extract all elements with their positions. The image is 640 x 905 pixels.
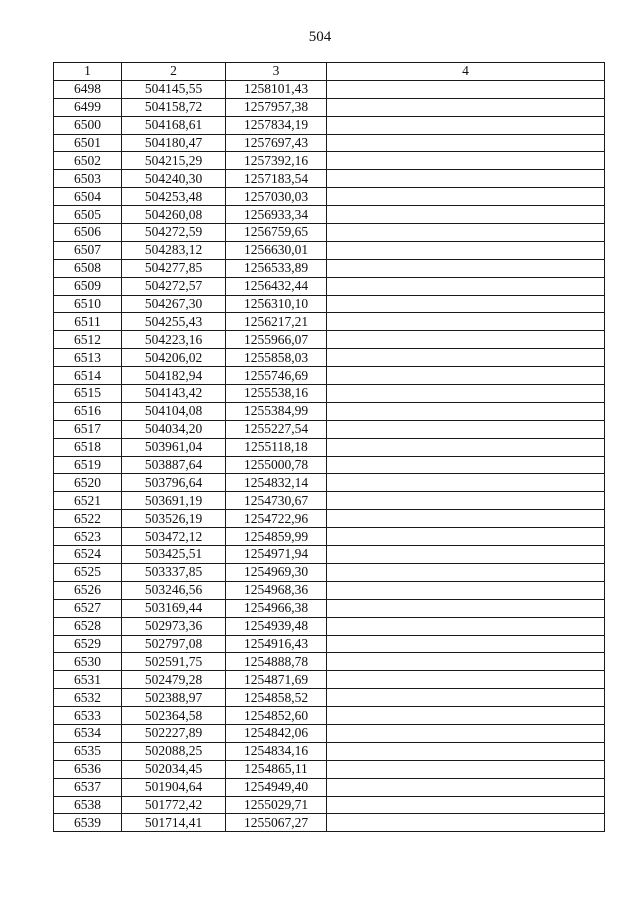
table-row — [54, 778, 605, 796]
y-coordinate-cell: 1256432,44 — [226, 277, 327, 295]
note-cell — [327, 760, 605, 778]
x-coordinate-cell: 504180,47 — [122, 134, 226, 152]
x-coordinate-cell: 502479,28 — [122, 671, 226, 689]
point-number-cell: 6537 — [54, 778, 122, 796]
point-number-cell: 6538 — [54, 796, 122, 814]
note-cell — [327, 438, 605, 456]
x-coordinate-cell: 501904,64 — [122, 778, 226, 796]
point-number-cell: 6514 — [54, 367, 122, 385]
x-coordinate-cell: 504283,12 — [122, 241, 226, 259]
y-coordinate-cell: 1254971,94 — [226, 546, 327, 564]
note-cell — [327, 385, 605, 403]
note-cell — [327, 420, 605, 438]
y-coordinate-cell: 1254969,30 — [226, 563, 327, 581]
y-coordinate-cell: 1256630,01 — [226, 241, 327, 259]
table-row — [54, 617, 605, 635]
note-cell — [327, 188, 605, 206]
y-coordinate-cell: 1255538,16 — [226, 385, 327, 403]
x-coordinate-cell: 504277,85 — [122, 259, 226, 277]
point-number-cell: 6515 — [54, 385, 122, 403]
x-coordinate-cell: 504272,59 — [122, 224, 226, 242]
x-coordinate-cell: 504223,16 — [122, 331, 226, 349]
x-coordinate-cell: 504215,29 — [122, 152, 226, 170]
y-coordinate-cell: 1256533,89 — [226, 259, 327, 277]
x-coordinate-cell: 502973,36 — [122, 617, 226, 635]
table-row — [54, 331, 605, 349]
y-coordinate-cell: 1254842,06 — [226, 724, 327, 742]
table-row — [54, 724, 605, 742]
note-cell — [327, 224, 605, 242]
note-cell — [327, 689, 605, 707]
point-number-cell: 6503 — [54, 170, 122, 188]
x-coordinate-cell: 504104,08 — [122, 402, 226, 420]
x-coordinate-cell: 504145,55 — [122, 80, 226, 98]
x-coordinate-cell: 503961,04 — [122, 438, 226, 456]
point-number-cell: 6507 — [54, 241, 122, 259]
point-number-cell: 6517 — [54, 420, 122, 438]
y-coordinate-cell: 1254966,38 — [226, 599, 327, 617]
point-number-cell: 6536 — [54, 760, 122, 778]
y-coordinate-cell: 1254916,43 — [226, 635, 327, 653]
note-cell — [327, 546, 605, 564]
header-row — [54, 63, 605, 81]
point-number-cell: 6513 — [54, 349, 122, 367]
x-coordinate-cell: 504240,30 — [122, 170, 226, 188]
x-coordinate-cell: 504267,30 — [122, 295, 226, 313]
point-number-cell: 6533 — [54, 707, 122, 725]
table-header — [54, 63, 605, 81]
note-cell — [327, 134, 605, 152]
x-coordinate-cell: 502388,97 — [122, 689, 226, 707]
table-row — [54, 349, 605, 367]
column-header-1: 1 — [54, 63, 122, 81]
y-coordinate-cell: 1255384,99 — [226, 402, 327, 420]
point-number-cell: 6528 — [54, 617, 122, 635]
note-cell — [327, 581, 605, 599]
x-coordinate-cell: 502797,08 — [122, 635, 226, 653]
table-row — [54, 402, 605, 420]
point-number-cell: 6505 — [54, 206, 122, 224]
y-coordinate-cell: 1257957,38 — [226, 98, 327, 116]
x-coordinate-cell: 504260,08 — [122, 206, 226, 224]
point-number-cell: 6531 — [54, 671, 122, 689]
x-coordinate-cell: 502227,89 — [122, 724, 226, 742]
point-number-cell: 6498 — [54, 80, 122, 98]
x-coordinate-cell: 503169,44 — [122, 599, 226, 617]
point-number-cell: 6502 — [54, 152, 122, 170]
x-coordinate-cell: 502088,25 — [122, 742, 226, 760]
table-row — [54, 492, 605, 510]
x-coordinate-cell: 504253,48 — [122, 188, 226, 206]
table-row — [54, 510, 605, 528]
table-row — [54, 689, 605, 707]
y-coordinate-cell: 1254834,16 — [226, 742, 327, 760]
y-coordinate-cell: 1255029,71 — [226, 796, 327, 814]
table-row — [54, 313, 605, 331]
x-coordinate-cell: 504255,43 — [122, 313, 226, 331]
note-cell — [327, 80, 605, 98]
y-coordinate-cell: 1254852,60 — [226, 707, 327, 725]
table-row — [54, 224, 605, 242]
table-row — [54, 814, 605, 832]
y-coordinate-cell: 1256759,65 — [226, 224, 327, 242]
y-coordinate-cell: 1254722,96 — [226, 510, 327, 528]
column-header-4: 4 — [327, 63, 605, 81]
y-coordinate-cell: 1254858,52 — [226, 689, 327, 707]
note-cell — [327, 241, 605, 259]
table-row — [54, 170, 605, 188]
note-cell — [327, 653, 605, 671]
y-coordinate-cell: 1257030,03 — [226, 188, 327, 206]
note-cell — [327, 277, 605, 295]
y-coordinate-cell: 1257183,54 — [226, 170, 327, 188]
column-header-3: 3 — [226, 63, 327, 81]
point-number-cell: 6501 — [54, 134, 122, 152]
point-number-cell: 6534 — [54, 724, 122, 742]
table-row — [54, 80, 605, 98]
x-coordinate-cell: 504158,72 — [122, 98, 226, 116]
x-coordinate-cell: 503472,12 — [122, 528, 226, 546]
x-coordinate-cell: 504206,02 — [122, 349, 226, 367]
table-row — [54, 241, 605, 259]
point-number-cell: 6504 — [54, 188, 122, 206]
x-coordinate-cell: 503796,64 — [122, 474, 226, 492]
table-row — [54, 528, 605, 546]
point-number-cell: 6526 — [54, 581, 122, 599]
x-coordinate-cell: 503337,85 — [122, 563, 226, 581]
x-coordinate-cell: 503425,51 — [122, 546, 226, 564]
x-coordinate-cell: 503887,64 — [122, 456, 226, 474]
note-cell — [327, 599, 605, 617]
y-coordinate-cell: 1256310,10 — [226, 295, 327, 313]
table-row — [54, 98, 605, 116]
point-number-cell: 6506 — [54, 224, 122, 242]
note-cell — [327, 116, 605, 134]
y-coordinate-cell: 1254949,40 — [226, 778, 327, 796]
point-number-cell: 6509 — [54, 277, 122, 295]
note-cell — [327, 367, 605, 385]
y-coordinate-cell: 1255746,69 — [226, 367, 327, 385]
note-cell — [327, 563, 605, 581]
note-cell — [327, 724, 605, 742]
table-row — [54, 188, 605, 206]
page-number: 504 — [308, 29, 332, 45]
note-cell — [327, 510, 605, 528]
note-cell — [327, 259, 605, 277]
x-coordinate-cell: 504272,57 — [122, 277, 226, 295]
table-row — [54, 420, 605, 438]
y-coordinate-cell: 1258101,43 — [226, 80, 327, 98]
table-row — [54, 152, 605, 170]
note-cell — [327, 474, 605, 492]
table-row — [54, 474, 605, 492]
table-row — [54, 635, 605, 653]
point-number-cell: 6523 — [54, 528, 122, 546]
note-cell — [327, 402, 605, 420]
y-coordinate-cell: 1254865,11 — [226, 760, 327, 778]
point-number-cell: 6522 — [54, 510, 122, 528]
x-coordinate-cell: 504182,94 — [122, 367, 226, 385]
x-coordinate-cell: 501714,41 — [122, 814, 226, 832]
point-number-cell: 6520 — [54, 474, 122, 492]
table-row — [54, 385, 605, 403]
y-coordinate-cell: 1257834,19 — [226, 116, 327, 134]
x-coordinate-cell: 502034,45 — [122, 760, 226, 778]
x-coordinate-cell: 503691,19 — [122, 492, 226, 510]
table-row — [54, 563, 605, 581]
point-number-cell: 6516 — [54, 402, 122, 420]
y-coordinate-cell: 1254730,67 — [226, 492, 327, 510]
note-cell — [327, 671, 605, 689]
y-coordinate-cell: 1254939,48 — [226, 617, 327, 635]
point-number-cell: 6539 — [54, 814, 122, 832]
coordinates-table — [53, 62, 605, 832]
point-number-cell: 6527 — [54, 599, 122, 617]
note-cell — [327, 617, 605, 635]
note-cell — [327, 206, 605, 224]
y-coordinate-cell: 1257697,43 — [226, 134, 327, 152]
note-cell — [327, 349, 605, 367]
table-row — [54, 277, 605, 295]
table-row — [54, 760, 605, 778]
note-cell — [327, 707, 605, 725]
point-number-cell: 6511 — [54, 313, 122, 331]
table-row — [54, 367, 605, 385]
y-coordinate-cell: 1255000,78 — [226, 456, 327, 474]
note-cell — [327, 742, 605, 760]
y-coordinate-cell: 1254888,78 — [226, 653, 327, 671]
note-cell — [327, 170, 605, 188]
note-cell — [327, 814, 605, 832]
y-coordinate-cell: 1254859,99 — [226, 528, 327, 546]
note-cell — [327, 98, 605, 116]
point-number-cell: 6524 — [54, 546, 122, 564]
table-row — [54, 581, 605, 599]
x-coordinate-cell: 501772,42 — [122, 796, 226, 814]
y-coordinate-cell: 1256217,21 — [226, 313, 327, 331]
table-row — [54, 206, 605, 224]
note-cell — [327, 295, 605, 313]
table-row — [54, 671, 605, 689]
note-cell — [327, 331, 605, 349]
y-coordinate-cell: 1255227,54 — [226, 420, 327, 438]
table-row — [54, 653, 605, 671]
note-cell — [327, 778, 605, 796]
note-cell — [327, 152, 605, 170]
y-coordinate-cell: 1255067,27 — [226, 814, 327, 832]
point-number-cell: 6529 — [54, 635, 122, 653]
table-row — [54, 295, 605, 313]
x-coordinate-cell: 504034,20 — [122, 420, 226, 438]
column-header-2: 2 — [122, 63, 226, 81]
x-coordinate-cell: 503246,56 — [122, 581, 226, 599]
table-row — [54, 134, 605, 152]
point-number-cell: 6521 — [54, 492, 122, 510]
x-coordinate-cell: 503526,19 — [122, 510, 226, 528]
table-row — [54, 546, 605, 564]
table-row — [54, 599, 605, 617]
point-number-cell: 6519 — [54, 456, 122, 474]
note-cell — [327, 456, 605, 474]
point-number-cell: 6510 — [54, 295, 122, 313]
table-row — [54, 796, 605, 814]
table-body — [54, 80, 605, 831]
table-row — [54, 259, 605, 277]
note-cell — [327, 635, 605, 653]
point-number-cell: 6500 — [54, 116, 122, 134]
point-number-cell: 6535 — [54, 742, 122, 760]
y-coordinate-cell: 1254871,69 — [226, 671, 327, 689]
point-number-cell: 6499 — [54, 98, 122, 116]
point-number-cell: 6530 — [54, 653, 122, 671]
point-number-cell: 6525 — [54, 563, 122, 581]
table-row — [54, 438, 605, 456]
note-cell — [327, 796, 605, 814]
y-coordinate-cell: 1256933,34 — [226, 206, 327, 224]
y-coordinate-cell: 1255966,07 — [226, 331, 327, 349]
y-coordinate-cell: 1254968,36 — [226, 581, 327, 599]
point-number-cell: 6512 — [54, 331, 122, 349]
y-coordinate-cell: 1255858,03 — [226, 349, 327, 367]
table-row — [54, 707, 605, 725]
note-cell — [327, 528, 605, 546]
y-coordinate-cell: 1254832,14 — [226, 474, 327, 492]
table-row — [54, 116, 605, 134]
x-coordinate-cell: 502591,75 — [122, 653, 226, 671]
y-coordinate-cell: 1257392,16 — [226, 152, 327, 170]
point-number-cell: 6518 — [54, 438, 122, 456]
point-number-cell: 6532 — [54, 689, 122, 707]
point-number-cell: 6508 — [54, 259, 122, 277]
table-row — [54, 742, 605, 760]
note-cell — [327, 492, 605, 510]
y-coordinate-cell: 1255118,18 — [226, 438, 327, 456]
x-coordinate-cell: 504168,61 — [122, 116, 226, 134]
x-coordinate-cell: 504143,42 — [122, 385, 226, 403]
note-cell — [327, 313, 605, 331]
x-coordinate-cell: 502364,58 — [122, 707, 226, 725]
table-row — [54, 456, 605, 474]
